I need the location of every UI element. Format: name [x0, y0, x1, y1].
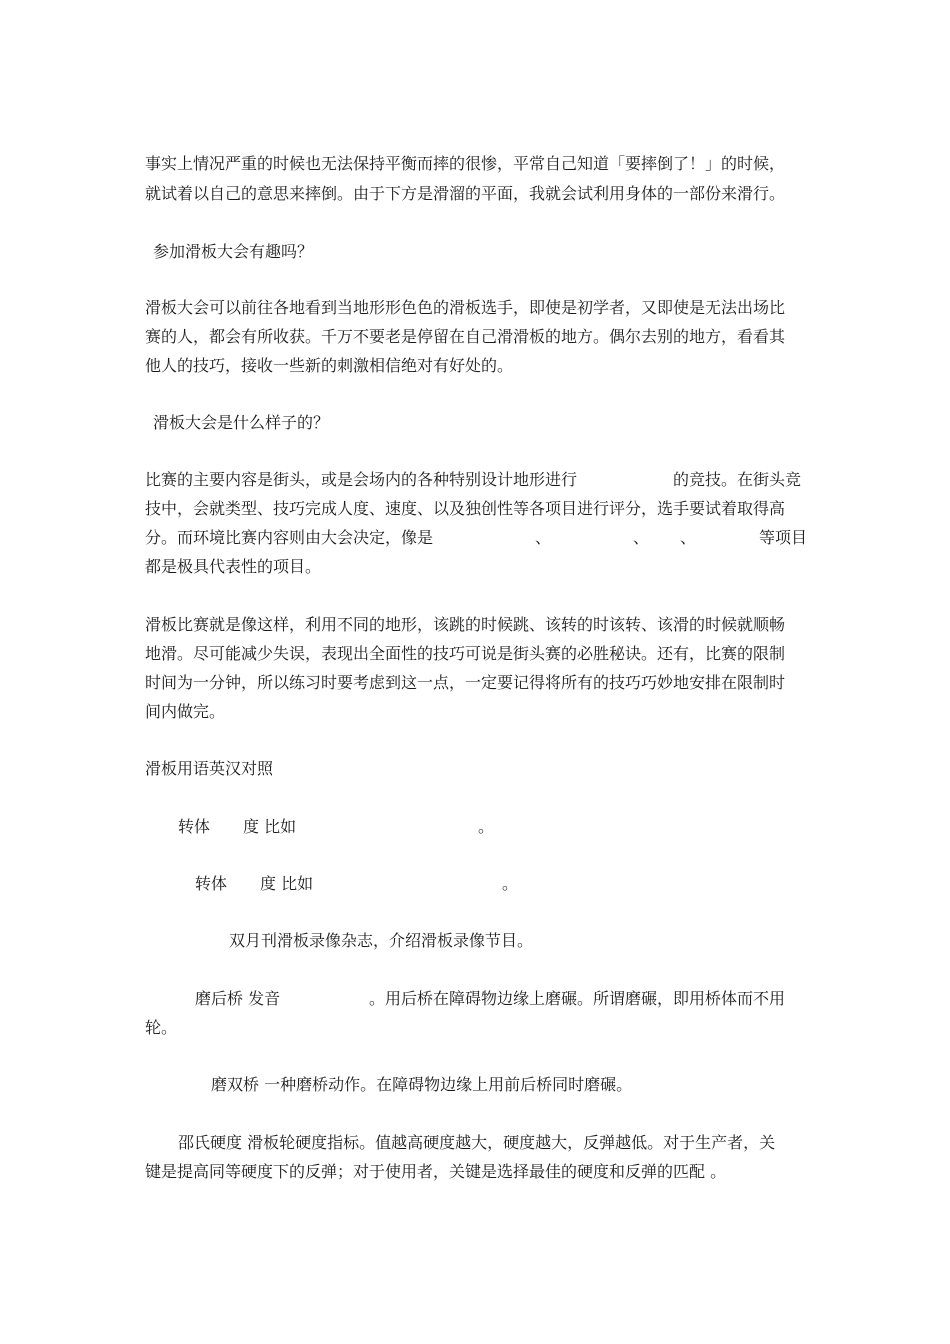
glossary-term: 转体 [195, 874, 228, 893]
paragraph-line: 的竞技。在街头竞 [673, 470, 802, 489]
paragraph-line: 事实上情况严重的时候也无法保持平衡而摔的很惨，平常自己知道「要摔倒了！」的时候， [145, 154, 786, 173]
paragraph-line: 比赛的主要内容是街头，或是会场内的各种特别设计地形进行 [145, 470, 578, 489]
separator-mark: 、 [680, 528, 697, 547]
glossary-definition: 键是提高同等硬度下的反弹；对于使用者，关键是选择最佳的硬度和反弹的匹配 。 [145, 1162, 727, 1181]
glossary-definition: 。 [502, 874, 519, 893]
paragraph-line: 技中，会就类型、技巧完成人度、速度、以及独创性等各项目进行评分，选手要试着取得高 [145, 499, 786, 518]
glossary-definition: 度 比如 [243, 817, 297, 836]
paragraph-line: 地滑。尽可能减少失误，表现出全面性的技巧可说是街头赛的必胜秘诀。还有，比赛的限制 [145, 644, 786, 663]
separator-mark: 、 [633, 528, 650, 547]
paragraph-line: 时间为一分钟，所以练习时要考虑到这一点，一定要记得将所有的技巧巧妙地安排在限制时 [145, 673, 786, 692]
question-heading: 参加滑板大会有趣吗？ [153, 242, 314, 261]
paragraph-line: 滑板大会可以前往各地看到当地形形色色的滑板选手，即使是初学者，又即使是无法出场比 [145, 298, 786, 317]
paragraph-line: 他人的技巧，接收一些新的刺激相信绝对有好处的。 [145, 356, 514, 375]
separator-mark: 、 [535, 528, 552, 547]
paragraph-line: 就试着以自己的意思来摔倒。由于下方是滑溜的平面，我就会试利用身体的一部份来滑行。 [145, 184, 786, 203]
glossary-definition: 双月刊滑板录像杂志，介绍滑板录像节目。 [229, 931, 534, 950]
glossary-definition: 。用后桥在障碍物边缘上磨碾。所谓磨碾，即用桥体而不用 [369, 989, 786, 1008]
question-heading: 滑板大会是什么样子的？ [153, 413, 330, 432]
glossary-definition: 。 [478, 817, 495, 836]
glossary-definition: 磨双桥 一种磨桥动作。在障碍物边缘上用前后桥同时磨碾。 [211, 1075, 633, 1094]
paragraph-line: 都是极具代表性的项目。 [145, 557, 322, 576]
paragraph-line: 等项目 [759, 528, 808, 547]
paragraph-line: 间内做完。 [145, 702, 226, 721]
glossary-term: 磨后桥 发音 [195, 989, 281, 1008]
paragraph-line: 分。而环境比赛内容则由大会决定，像是 [145, 528, 434, 547]
glossary-definition: 度 比如 [260, 874, 314, 893]
glossary-title: 滑板用语英汉对照 [145, 759, 274, 778]
glossary-term: 转体 [178, 817, 211, 836]
paragraph-line: 赛的人，都会有所收获。千万不要老是停留在自己滑滑板的地方。偶尔去别的地方，看看其 [145, 327, 786, 346]
paragraph-line: 滑板比赛就是像这样，利用不同的地形，该跳的时候跳、该转的时该转、该滑的时候就顺畅 [145, 615, 786, 634]
glossary-definition: 轮。 [145, 1018, 178, 1037]
glossary-definition: 邵氏硬度 滑板轮硬度指标。值越高硬度越大，硬度越大，反弹越低。对于生产者，关 [178, 1133, 776, 1152]
